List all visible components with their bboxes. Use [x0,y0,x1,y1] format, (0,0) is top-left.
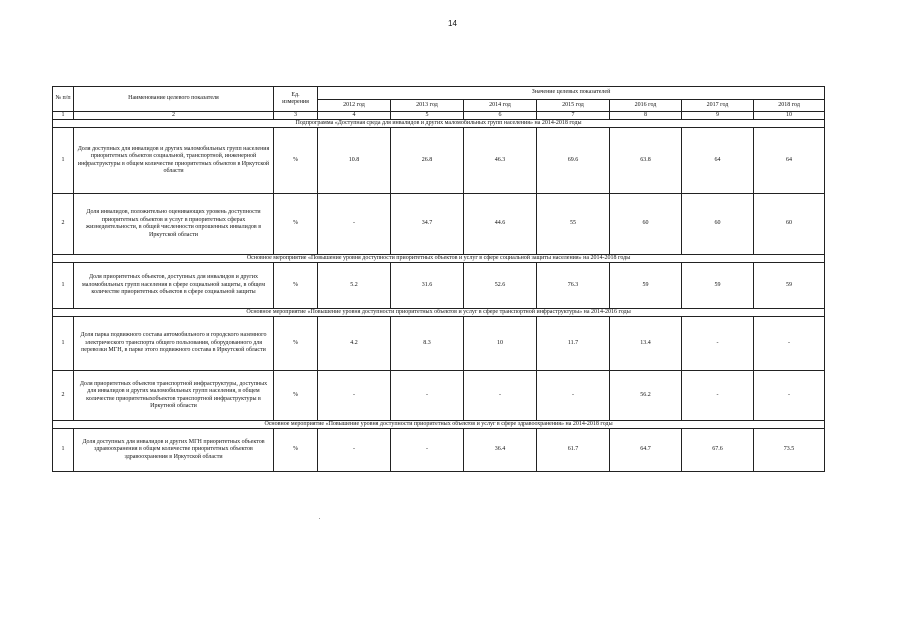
value-cell: 56.2 [610,371,682,421]
header-year: 2012 год [318,99,391,112]
value-cell: 13.4 [610,317,682,371]
value-cell: 60 [610,194,682,255]
unit-cell: % [274,429,318,472]
value-cell: 34.7 [391,194,464,255]
table-body [53,112,825,472]
column-number: 6 [464,112,537,120]
indicator-name: Доля парка подвижного состава автомобильного и городского наземного электрического транспорта общего пользования, оборудованного для перевозки МГН, в парке этого подвижного состава в Иркутской области [74,317,274,371]
row-number: 1 [53,128,74,194]
value-cell: 52.6 [464,263,537,309]
scan-artifact-dot [319,518,320,519]
header-year: 2018 год [754,99,825,112]
value-cell: 36.4 [464,429,537,472]
row-number: 1 [53,429,74,472]
value-cell: 5.2 [318,263,391,309]
row-number: 2 [53,371,74,421]
value-cell: 64.7 [610,429,682,472]
header-year: 2013 год [391,99,464,112]
value-cell: 76.3 [537,263,610,309]
section-title: Основное мероприятие «Повышение уровня доступности приоритетных объектов и услуг в сфере социальной защиты населения» на 2014-2018 годы [53,255,825,263]
value-cell: - [391,429,464,472]
section-title: Подпрограмма «Доступная среда для инвалидов и других маломобильных групп населения» на 2014-2018 годы [53,120,825,128]
column-number: 3 [274,112,318,120]
value-cell: - [318,194,391,255]
value-cell: 10 [464,317,537,371]
value-cell: 59 [610,263,682,309]
value-cell: - [464,371,537,421]
column-number: 8 [610,112,682,120]
value-cell: 10.8 [318,128,391,194]
table-row [53,371,825,421]
value-cell: 63.8 [610,128,682,194]
value-cell: 73.5 [754,429,825,472]
header-year: 2017 год [682,99,754,112]
value-cell: 8.3 [391,317,464,371]
column-number: 10 [754,112,825,120]
value-cell: - [537,371,610,421]
value-cell: - [682,371,754,421]
section-row [53,309,825,317]
unit-cell: % [274,263,318,309]
table-header [53,87,825,112]
value-cell: 67.6 [682,429,754,472]
row-number: 2 [53,194,74,255]
indicator-name: Доля доступных для инвалидов и других МГН приоритетных объектов здравоохранения в общем количестве приоритетных объектов здравоохранения в Иркутской области [74,429,274,472]
column-number-row [53,112,825,120]
row-number: 1 [53,263,74,309]
unit-cell: % [274,371,318,421]
value-cell: - [318,371,391,421]
header-name: Наименование целевого показателя [74,87,274,112]
page-number: 14 [448,19,457,28]
table-row [53,263,825,309]
indicator-name: Доля приоритетных объектов, доступных для инвалидов и других маломобильных групп населения в сфере социальной защиты, в общем количестве приоритетных объектов в сфере социальной защиты [74,263,274,309]
section-title: Основное мероприятие «Повышение уровня доступности приоритетных объектов и услуг в сфере здравоохранения» на 2014-2018 годы [53,421,825,429]
value-cell: 61.7 [537,429,610,472]
section-title: Основное мероприятие «Повышение уровня доступности приоритетных объектов и услуг в сфере транспортной инфраструктуры» на 2014-2016 годы [53,309,825,317]
indicator-name: Доля приоритетных объектов транспортной инфраструктуры, доступных для инвалидов и других маломобильных групп населения, в общем количестве приоритетныхобъектов транспортной инфраструктуры в Иркутной области [74,371,274,421]
header-unit [274,87,318,112]
value-cell: 60 [682,194,754,255]
indicator-name: Доля доступных для инвалидов и других маломобильных групп населения приоритетных объектов социальной, транспортной, инженерной инфраструктуры в общем количестве приоритетных объектов в Иркутской области [74,128,274,194]
target-indicators-table [52,86,825,472]
header-num: № п/п [53,87,74,112]
header-values-group: Значение целевых показателей [318,87,825,100]
value-cell: - [682,317,754,371]
value-cell: - [754,317,825,371]
table-row [53,194,825,255]
value-cell: 11.7 [537,317,610,371]
indicator-name: Доля инвалидов, положительно оценивающих уровень доступности приоритетных объектов и услуг в приоритетных сферах жизнедеятельности, в общей численности опрошенных инвалидов в Иркутской области [74,194,274,255]
column-number: 2 [74,112,274,120]
header-year: 2015 год [537,99,610,112]
table-row [53,429,825,472]
table-row [53,317,825,371]
header-year: 2014 год [464,99,537,112]
column-number: 1 [53,112,74,120]
value-cell: 60 [754,194,825,255]
value-cell: 59 [682,263,754,309]
column-number: 4 [318,112,391,120]
value-cell: 59 [754,263,825,309]
header-year: 2016 год [610,99,682,112]
section-row [53,421,825,429]
value-cell: 26.8 [391,128,464,194]
header-unit-line2: измерения [282,99,309,105]
value-cell: - [391,371,464,421]
value-cell: 55 [537,194,610,255]
unit-cell: % [274,317,318,371]
value-cell: 64 [754,128,825,194]
column-number: 7 [537,112,610,120]
value-cell: 64 [682,128,754,194]
section-row [53,255,825,263]
column-number: 5 [391,112,464,120]
column-number: 9 [682,112,754,120]
value-cell: - [754,371,825,421]
header-unit-line1: Ед. [291,91,300,98]
value-cell: 4.2 [318,317,391,371]
unit-cell: % [274,128,318,194]
value-cell: 69.6 [537,128,610,194]
section-row [53,120,825,128]
value-cell: - [318,429,391,472]
value-cell: 31.6 [391,263,464,309]
value-cell: 44.6 [464,194,537,255]
unit-cell: % [274,194,318,255]
value-cell: 46.3 [464,128,537,194]
row-number: 1 [53,317,74,371]
table-row [53,128,825,194]
